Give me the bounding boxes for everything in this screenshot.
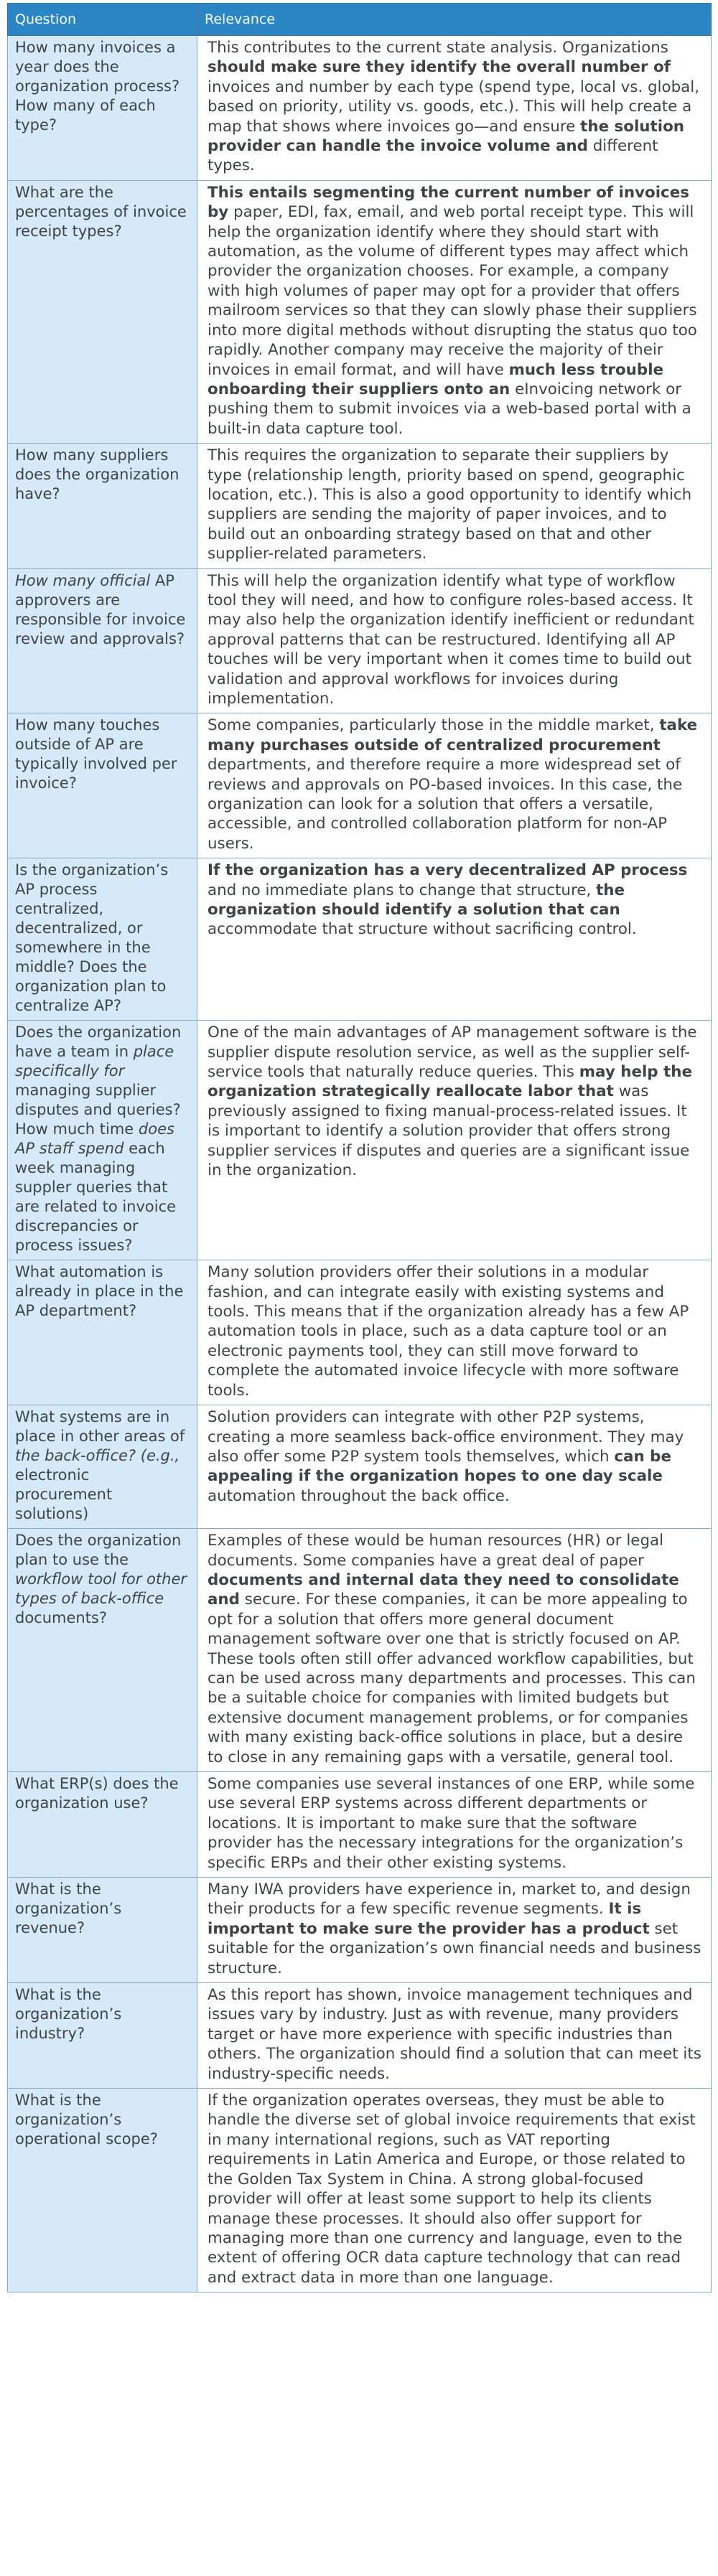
table-row bbox=[8, 568, 712, 713]
question-cell bbox=[8, 1021, 197, 1260]
text-segment: different types. bbox=[208, 137, 658, 175]
bold-text: can be appealing if the organization hopes to one day scale bbox=[208, 1447, 671, 1486]
question-cell bbox=[8, 180, 197, 443]
text-segment: This contributes to the current state analysis. Organizations bbox=[208, 39, 668, 57]
question-cell bbox=[8, 1260, 197, 1405]
question-cell bbox=[8, 1771, 197, 1877]
table-row bbox=[8, 1260, 712, 1405]
text-segment: Examples of these would be human resources (HR) or legal documents. Some companies have a great deal of paper bbox=[208, 1532, 664, 1570]
italic-text: place specifically for bbox=[15, 1043, 174, 1080]
question-cell bbox=[8, 1983, 197, 2089]
text-segment: As this report has shown, invoice management techniques and issues vary by industry. Just as with revenue, many providers target or have more experience with specific industries than others. The organization should find a solution that can meet its industry-specific needs. bbox=[208, 1986, 701, 2083]
relevance-cell bbox=[197, 568, 712, 713]
text-segment: Does the organization plan to use the bbox=[15, 1532, 182, 1569]
bold-text: It is important to make sure the provider has a product bbox=[208, 1900, 650, 1938]
text-segment: accommodate that structure without sacrificing control. bbox=[208, 920, 637, 939]
text-segment: invoices and number by each type (spend type, local vs. global, based on priority, utility vs. goods, etc.). This will help create a map that shows where invoices go—and ensure bbox=[208, 78, 700, 136]
header-relevance: Relevance bbox=[197, 4, 712, 36]
table-row bbox=[8, 36, 712, 181]
bold-text: the organization should identify a solution that can bbox=[208, 881, 625, 919]
question-cell bbox=[8, 568, 197, 713]
question-cell bbox=[8, 444, 197, 568]
text-segment: Solution providers can integrate with other P2P systems, creating a more seamless back-office environment. They may also offer some P2P system tools themselves, which bbox=[208, 1408, 684, 1466]
question-cell bbox=[8, 1878, 197, 1983]
text-segment: What systems are in place in other areas of bbox=[15, 1408, 185, 1446]
text-segment: Does the organization have a team in bbox=[15, 1024, 182, 1061]
text-segment: What is the organization’s revenue? bbox=[15, 1881, 122, 1936]
text-segment: automation throughout the back office. bbox=[208, 1486, 510, 1505]
header-question: Question bbox=[8, 4, 197, 36]
relevance-cell bbox=[197, 1878, 712, 1983]
relevance-cell bbox=[197, 1405, 712, 1529]
bold-text: This entails segmenting the current number of invoices by bbox=[208, 183, 689, 222]
question-cell bbox=[8, 858, 197, 1021]
bold-text: should make sure they identify the overall number of bbox=[208, 58, 671, 77]
text-segment: What automation is already in place in the AP department? bbox=[15, 1263, 184, 1320]
table-row bbox=[8, 1878, 712, 1983]
text-segment: Some companies, particularly those in the middle market, bbox=[208, 716, 660, 735]
bold-text: If the organization has a very decentralized AP process bbox=[208, 861, 688, 880]
text-segment: Many solution providers offer their solutions in a modular fashion, and can integrate easily with existing systems and tools. This means that if the organization already has a few AP automation tools in place, such as a data capture tool or an electronic payments tool, they can still move forward to complete the automated invoice lifecycle with more software tools. bbox=[208, 1263, 689, 1400]
relevance-cell bbox=[197, 1260, 712, 1405]
bold-text: take many purchases outside of centralized procurement bbox=[208, 716, 698, 754]
text-segment: departments, and therefore require a more widespread set of reviews and approvals on PO-based invoices. In this case, the organization can look for a solution that offers a versatile, accessible, and controlled collaboration platform for non-AP users. bbox=[208, 756, 683, 853]
relevance-cell bbox=[197, 1771, 712, 1877]
text-segment: electronic procurement solutions) bbox=[15, 1466, 113, 1523]
table-row bbox=[8, 1983, 712, 2089]
italic-text: How many official bbox=[15, 571, 151, 589]
text-segment: set suitable for the organization’s own financial needs and business structure. bbox=[208, 1919, 701, 1977]
text-segment: One of the main advantages of AP management software is the supplier dispute resolution service, as well as the supplier self-service tools that naturally reduce queries. This bbox=[208, 1024, 697, 1082]
bold-text: documents and internal data they need to consolidate and bbox=[208, 1570, 679, 1609]
text-segment: How many suppliers does the organization have? bbox=[15, 446, 180, 503]
text-segment: What is the organization’s operational scope? bbox=[15, 2092, 158, 2148]
text-segment: eInvoicing network or pushing them to submit invoices via a web-based portal with a built-in data capture tool. bbox=[208, 380, 691, 438]
table-row bbox=[8, 1021, 712, 1260]
text-segment: What is the organization’s industry? bbox=[15, 1986, 122, 2043]
italic-text: the back-office? (e.g., bbox=[15, 1447, 180, 1465]
text-segment: documents? bbox=[15, 1609, 108, 1627]
header-row bbox=[8, 4, 712, 36]
relevance-cell bbox=[197, 1529, 712, 1772]
table-row bbox=[8, 858, 712, 1021]
question-cell bbox=[8, 36, 197, 181]
text-segment: paper, EDI, fax, email, and web portal receipt type. This will help the organization identify where they should start with automation, as the volume of different types may affect which provider the organization chooses. For example, a company with high volumes of paper may opt for a provider that offers mailroom services so that they can slowly phase their suppliers into more digital methods without disrupting the status quo too rapidly. Another company may receive the majority of their invoices in email format, and will have bbox=[208, 203, 697, 379]
text-segment: What ERP(s) does the organization use? bbox=[15, 1774, 179, 1812]
text-segment: This will help the organization identify what type of workflow tool they will need, and how to configure roles-based access. It may also help the organization identify inefficient or redundant approval patterns that can be restructured. Identifying all AP touches will be very important when it comes time to build out validation and approval workflows for invoices during implementation. bbox=[208, 571, 694, 708]
question-cell bbox=[8, 1529, 197, 1772]
relevance-cell bbox=[197, 2089, 712, 2292]
table-row bbox=[8, 180, 712, 443]
question-cell bbox=[8, 2089, 197, 2292]
bold-text: the solution provider can handle the invoice volume and bbox=[208, 117, 685, 156]
relevance-cell bbox=[197, 180, 712, 443]
bold-text: much less trouble onboarding their suppliers onto an bbox=[208, 360, 664, 398]
relevance-cell bbox=[197, 713, 712, 858]
text-segment: What are the percentages of invoice receipt types? bbox=[15, 183, 187, 240]
relevance-cell bbox=[197, 1983, 712, 2089]
italic-text: workflow tool for other types of back-office bbox=[15, 1570, 187, 1608]
text-segment: and no immediate plans to change that structure, bbox=[208, 881, 597, 899]
text-segment: Is the organization’s AP process centralized, decentralized, or somewhere in the middle? Does the organization plan to centralize AP? bbox=[15, 861, 169, 1015]
text-segment: Some companies use several instances of one ERP, while some use several ERP systems across different departments or locations. It is important to make sure that the software provider has the necessary integrations for the organization’s specific ERPs and their other existing systems. bbox=[208, 1774, 695, 1872]
relevance-cell bbox=[197, 444, 712, 568]
text-segment: secure. For these companies, it can be more appealing to opt for a solution that offers more general document management software over one that is strictly focused on AP. These tools often still offer advanced workflow capabilities, but can be used across many departments and processes. This can be a suitable choice for companies with limited budgets but extensive document management problems, or for companies with many existing back-office solutions in place, but a desire to close in any remaining gaps with a versatile, general tool. bbox=[208, 1591, 696, 1766]
relevance-cell bbox=[197, 36, 712, 181]
italic-text: does AP staff spend bbox=[15, 1120, 174, 1158]
text-segment: AP approvers are responsible for invoice review and approvals? bbox=[15, 571, 186, 647]
text-segment: This requires the organization to separate their suppliers by type (relationship length, priority based on spend, geographic location, etc.). This is also a good opportunity to identify which suppliers are sending the majority of paper invoices, and to build out an onboarding strategy based on that and other supplier-related parameters. bbox=[208, 446, 692, 563]
table-row bbox=[8, 1529, 712, 1772]
table-row bbox=[8, 713, 712, 858]
text-segment: Many IWA providers have experience in, market to, and design their products for a few specific revenue segments. bbox=[208, 1881, 691, 1919]
table-row bbox=[8, 1771, 712, 1877]
text-segment: How many touches outside of AP are typically involved per invoice? bbox=[15, 716, 177, 792]
text-segment: If the organization operates overseas, they must be able to handle the diverse set of global invoice requirements that exist in many international regions, such as VAT reporting requirements in Latin America and Europe, or those related to the Golden Tax System in China. A strong global-focused provider will offer at least some support to help its clients manage these processes. It should also offer support for managing more than one currency and language, even to the extent of offering OCR data capture technology that can read and extract data in more than one language. bbox=[208, 2092, 696, 2287]
question-cell bbox=[8, 1405, 197, 1529]
table-row bbox=[8, 1405, 712, 1529]
text-segment: How many invoices a year does the organization process? How many of each type? bbox=[15, 39, 180, 134]
questions-table bbox=[7, 3, 712, 2292]
relevance-cell bbox=[197, 1021, 712, 1260]
table-body bbox=[8, 36, 712, 2292]
relevance-cell bbox=[197, 858, 712, 1021]
text-segment: was previously assigned to fixing manual-process-related issues. It is important to identify a solution provider that offers strong supplier services if disputes and queries are a significant issue in the organization. bbox=[208, 1082, 690, 1180]
table-row bbox=[8, 2089, 712, 2292]
question-cell bbox=[8, 713, 197, 858]
text-segment: each week managing suppler queries that are related to invoice discrepancies or process issues? bbox=[15, 1140, 177, 1255]
bold-text: may help the organization strategically reallocate labor that bbox=[208, 1063, 693, 1101]
text-segment: managing supplier disputes and queries? How much time bbox=[15, 1082, 181, 1138]
table-row bbox=[8, 444, 712, 568]
